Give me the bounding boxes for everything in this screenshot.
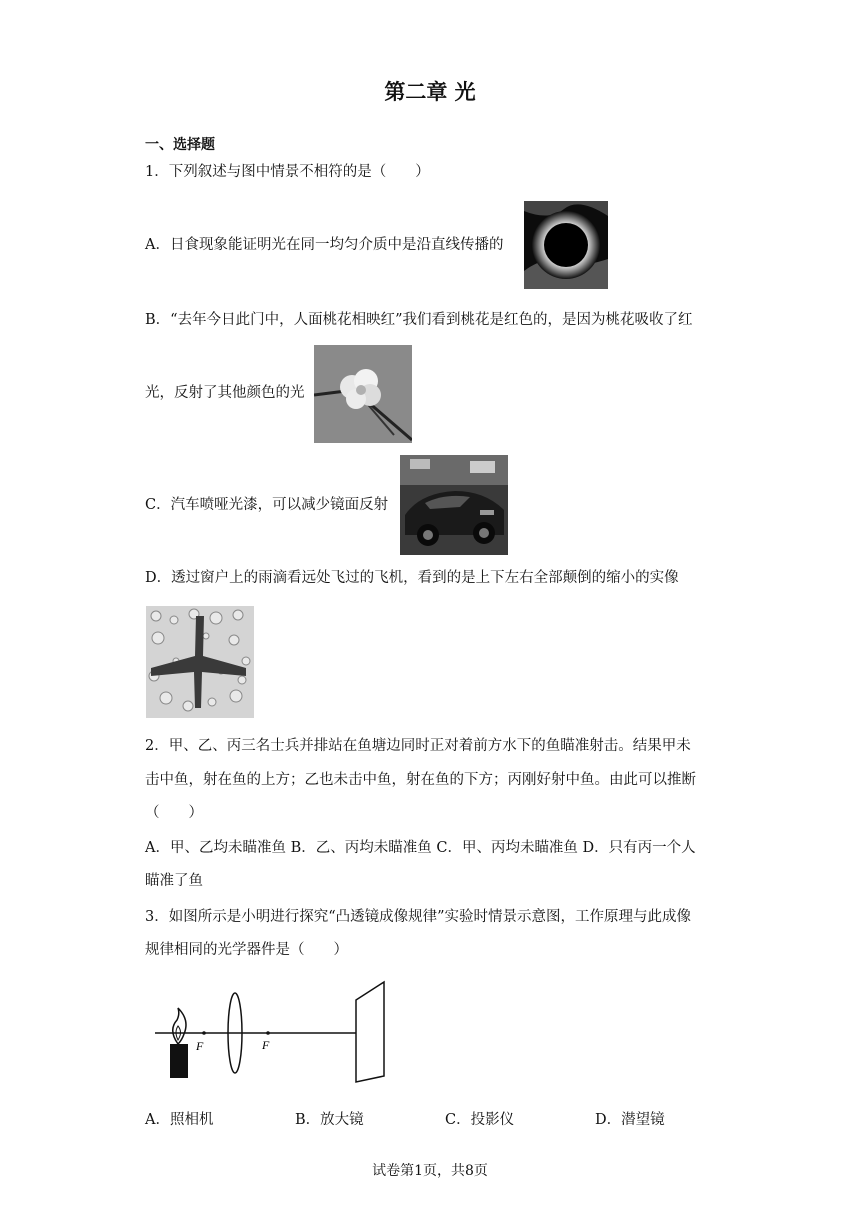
question-2-options-line2: 瞄准了鱼 <box>145 873 203 889</box>
question-1-option-b-line1: B．“去年今日此门中，人面桃花相映红”我们看到桃花是红色的，是因为桃花吸收了红 <box>145 312 693 328</box>
question-2-options-line1: A．甲、乙均未瞄准鱼 B．乙、丙均未瞄准鱼 C．甲、丙均未瞄准鱼 D．只有丙一个人 <box>145 840 696 856</box>
question-3-option-d: D．潜望镜 <box>595 1112 665 1128</box>
focal-point-label-left: F <box>196 1039 204 1053</box>
question-1-option-c: C．汽车喷哑光漆，可以减少镜面反射 <box>145 497 389 513</box>
question-1-option-a: A．日食现象能证明光在同一均匀介质中是沿直线传播的 <box>145 237 504 253</box>
page-footer: 试卷第1页，共8页 <box>372 1163 488 1179</box>
question-1-option-b-line2: 光，反射了其他颜色的光 <box>145 385 305 401</box>
question-3-option-a: A．照相机 <box>145 1112 214 1128</box>
question-2-line1: 2．甲、乙、丙三名士兵并排站在鱼塘边同时正对着前方水下的鱼瞄准射击。结果甲未 <box>145 738 691 754</box>
focal-point-label-right: F <box>262 1038 270 1052</box>
question-2-line2: 击中鱼，射在鱼的上方；乙也未击中鱼，射在鱼的下方；丙刚好射中鱼。由此可以推断 <box>145 772 696 788</box>
question-3-line1: 3．如图所示是小明进行探究“凸透镜成像规律”实验时情景示意图，工作原理与此成像 <box>145 909 692 925</box>
page-title: 第二章 光 <box>384 80 476 104</box>
section-heading: 一、选择题 <box>145 137 215 153</box>
raindrop-airplane-image <box>146 606 254 718</box>
question-3-line2: 规律相同的光学器件是（ ） <box>145 942 348 958</box>
solar-eclipse-image <box>524 201 608 289</box>
question-2-line3: （ ） <box>145 805 203 821</box>
convex-lens-diagram <box>150 978 400 1088</box>
question-1-option-d: D．透过窗户上的雨滴看远处飞过的飞机，看到的是上下左右全部颠倒的缩小的实像 <box>145 570 679 586</box>
question-3-option-c: C．投影仪 <box>445 1112 515 1128</box>
question-3-option-b: B．放大镜 <box>295 1112 364 1128</box>
peach-blossom-image <box>314 345 412 443</box>
matte-car-image <box>400 455 508 555</box>
question-1-stem: 1．下列叙述与图中情景不相符的是（ ） <box>145 164 430 180</box>
